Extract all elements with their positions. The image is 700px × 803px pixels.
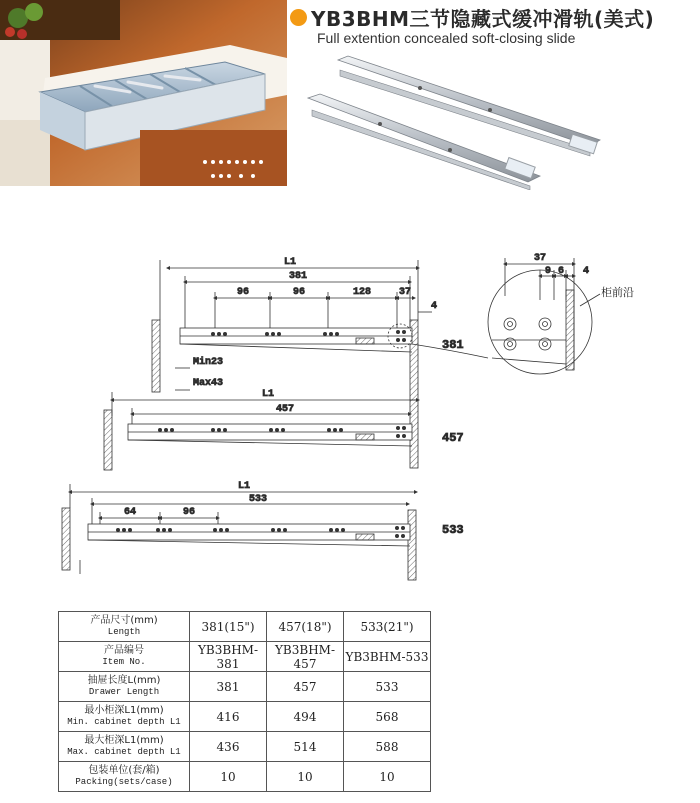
product-subtitle: Full extention concealed soft-closing slide <box>317 30 576 46</box>
table-cell: 533(21") <box>344 612 431 642</box>
dim-96-b: 96 <box>292 287 306 298</box>
table-cell: YB3BHM-457 <box>267 642 344 672</box>
detail-dim-4: 4 <box>582 266 590 277</box>
detail-dim-37: 37 <box>533 253 547 264</box>
spec-table <box>58 611 431 792</box>
detail-view <box>412 258 600 374</box>
row-header-item-no: 产品编号 Item No. <box>59 642 190 672</box>
slides-photo <box>300 50 610 190</box>
table-cell: 10 <box>267 762 344 792</box>
table-row-drawer-length <box>59 672 431 702</box>
table-cell: YB3BHM-533 <box>344 642 431 672</box>
product-title <box>290 2 654 32</box>
dim-64: 64 <box>123 507 137 518</box>
table-row-length <box>59 612 431 642</box>
table-cell: 10 <box>344 762 431 792</box>
row-header-drawer-length: 抽屉长度L(mm) Drawer Length <box>59 672 190 702</box>
detail-dim-9: 9 <box>544 266 552 277</box>
slide-533-drawing <box>62 484 416 580</box>
dim-l1-top: L1 <box>283 257 297 268</box>
technical-drawing <box>0 240 700 600</box>
dim-96-c: 96 <box>182 507 196 518</box>
cabinet-front-edge-note: 柜前沿 <box>601 286 634 299</box>
dim-37: 37 <box>398 287 412 298</box>
dim-l1-bottom: L1 <box>237 481 251 492</box>
slide-457-drawing <box>104 392 418 470</box>
table-cell: 533 <box>344 672 431 702</box>
row-header-max-depth: 最大柜深L1(mm) Max. cabinet depth L1 <box>59 732 190 762</box>
table-cell: 588 <box>344 732 431 762</box>
table-cell: 381(15") <box>190 612 267 642</box>
dim-l1-mid: L1 <box>261 389 275 400</box>
row-header-packing: 包装单位(套/箱) Packing(sets/case) <box>59 762 190 792</box>
table-row-max-depth <box>59 732 431 762</box>
slide-label-381: 381 <box>442 338 464 352</box>
dim-128: 128 <box>352 287 372 298</box>
table-cell: 381 <box>190 672 267 702</box>
table-cell: 457(18") <box>267 612 344 642</box>
row-header-length: 产品尺寸(mm) Length <box>59 612 190 642</box>
slide-rail-upper <box>338 56 600 156</box>
table-cell: 494 <box>267 702 344 732</box>
dim-381: 381 <box>288 271 308 282</box>
slide-label-457: 457 <box>442 431 464 445</box>
bullet-dot-icon <box>290 9 307 26</box>
product-title-text: YB3BHM三节隐藏式缓冲滑轨(美式) <box>311 6 655 31</box>
table-cell: 10 <box>190 762 267 792</box>
table-cell: 514 <box>267 732 344 762</box>
table-cell: 457 <box>267 672 344 702</box>
dim-4: 4 <box>430 301 438 312</box>
row-header-min-depth: 最小柜深L1(mm) Min. cabinet depth L1 <box>59 702 190 732</box>
table-cell: 416 <box>190 702 267 732</box>
table-cell: 568 <box>344 702 431 732</box>
table-cell: YB3BHM-381 <box>190 642 267 672</box>
table-row-packing <box>59 762 431 792</box>
dim-533: 533 <box>248 494 268 505</box>
dim-96-a: 96 <box>236 287 250 298</box>
drawer-photo <box>0 0 287 186</box>
table-row-min-depth <box>59 702 431 732</box>
table-cell: 436 <box>190 732 267 762</box>
detail-dim-6: 6 <box>557 266 565 277</box>
dim-min23: Min23 <box>193 357 224 368</box>
dim-max43: Max43 <box>193 378 224 389</box>
dim-457: 457 <box>275 404 295 415</box>
slide-label-533: 533 <box>442 523 464 537</box>
table-row-item-no <box>59 642 431 672</box>
